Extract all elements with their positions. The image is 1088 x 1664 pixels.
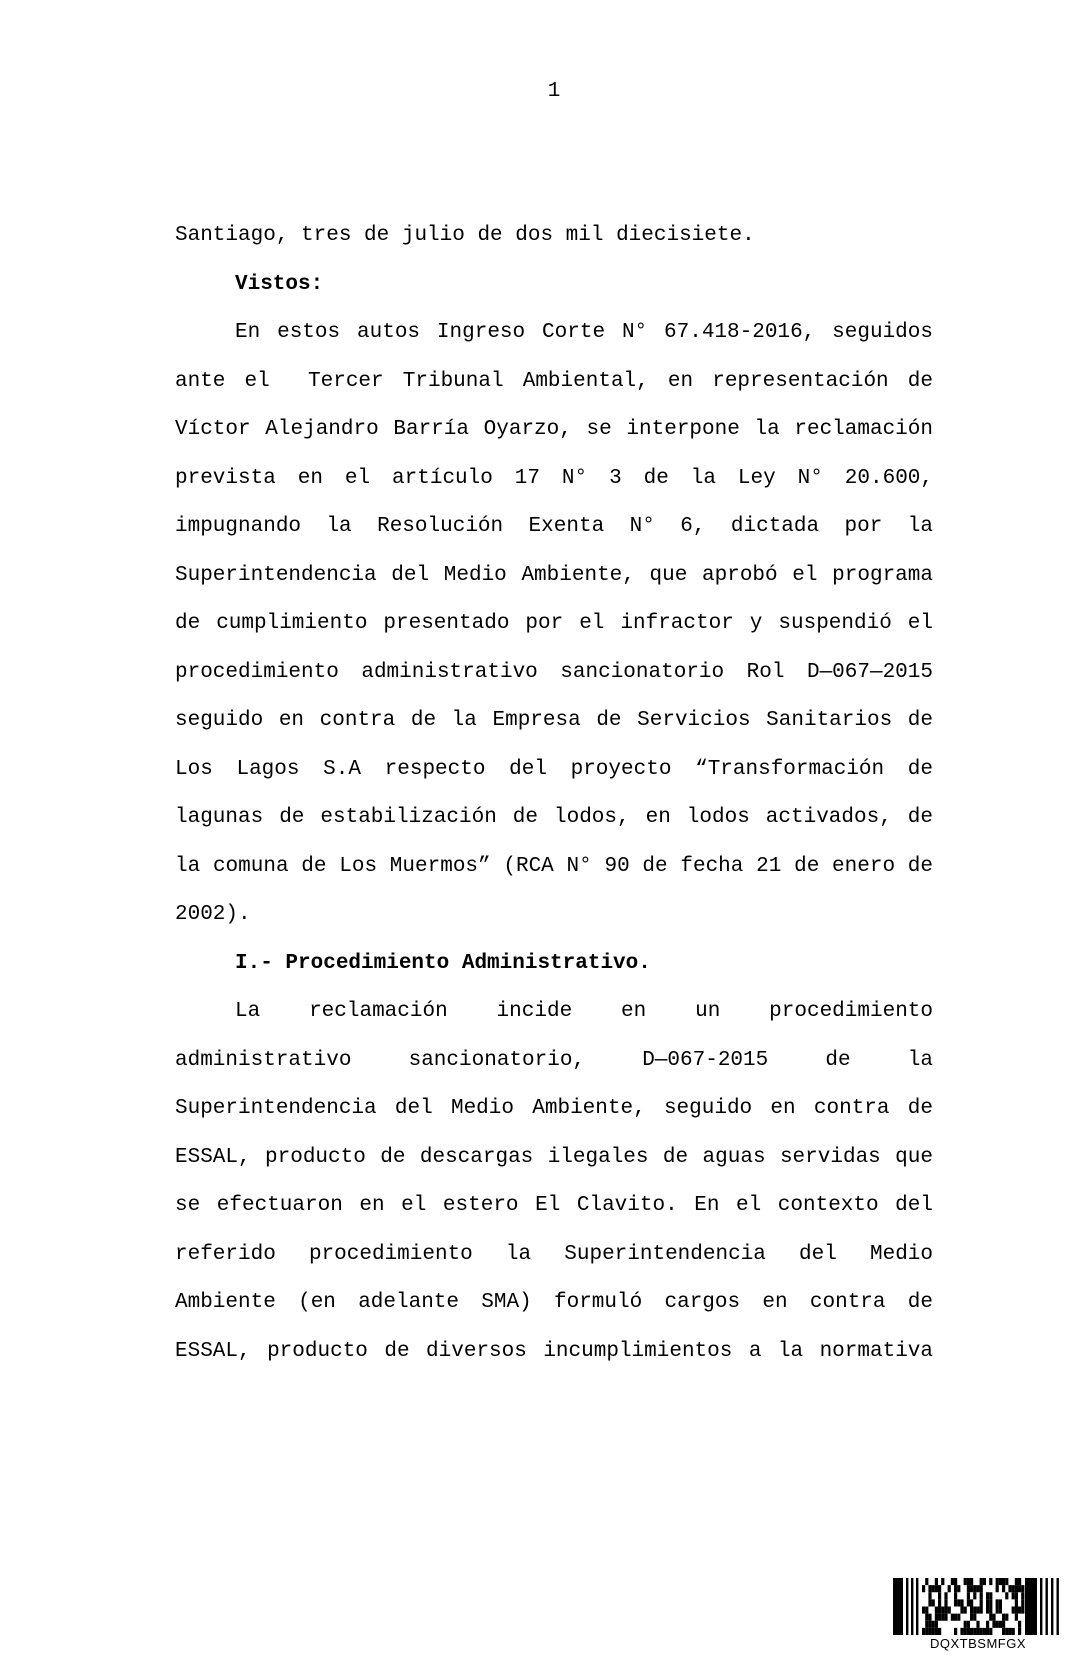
text-line: Ambiente (en adelante SMA) formuló cargos en contra de — [175, 1291, 933, 1314]
text-line: Vistos: — [235, 272, 324, 296]
text-line: 2002). — [175, 903, 251, 926]
text-line: se efectuaron en el estero El Clavito. En el contexto del — [175, 1194, 933, 1217]
text-line: Superintendencia del Medio Ambiente, seguido en contra de — [175, 1097, 933, 1120]
text-line: La reclamación incide en un procedimiento — [235, 1000, 933, 1023]
text-line: ESSAL, producto de descargas ilegales de aguas servidas que — [175, 1145, 933, 1169]
document-body — [175, 212, 933, 1376]
text-line: referido procedimiento la Superintendencia del Medio — [175, 1242, 933, 1266]
text-line: la comuna de Los Muermos” (RCA N° 90 de fecha 21 de enero de — [175, 854, 933, 878]
text-line: En estos autos Ingreso Corte N° 67.418-2016, seguidos — [235, 321, 933, 344]
text-line: Superintendencia del Medio Ambiente, que aprobó el programa — [175, 563, 933, 587]
text-line: procedimiento administrativo sancionatorio Rol D—067—2015 — [175, 660, 933, 684]
text-line: Víctor Alejandro Barría Oyarzo, se interpone la reclamación — [175, 418, 933, 441]
text-line: impugnando la Resolución Exenta N° 6, dictada por la — [175, 515, 933, 538]
barcode-caption: DQXTBSMFGX — [929, 1636, 1026, 1651]
text-line: Los Lagos S.A respecto del proyecto “Transformación de — [175, 757, 933, 781]
text-line: prevista en el artículo 17 N° 3 de la Ley N° 20.600, — [175, 466, 933, 490]
text-line: ante el Tercer Tribunal Ambiental, en representación de — [175, 369, 933, 393]
text-line: administrativo sancionatorio, D—067-2015 de la — [175, 1048, 933, 1072]
text-line: Santiago, tres de julio de dos mil diecisiete. — [175, 224, 755, 247]
page-number: 1 — [547, 80, 561, 103]
barcode — [893, 1578, 1063, 1651]
text-line: seguido en contra de la Empresa de Servicios Sanitarios de — [175, 709, 933, 732]
text-line: ESSAL, producto de diversos incumplimientos a la normativa — [175, 1339, 933, 1363]
text-line: de cumplimiento presentado por el infractor y suspendió el — [175, 612, 933, 635]
text-line: I.- Procedimiento Administrativo. — [235, 951, 651, 975]
text-line: lagunas de estabilización de lodos, en lodos activados, de — [175, 806, 933, 829]
barcode-image — [893, 1578, 1063, 1635]
